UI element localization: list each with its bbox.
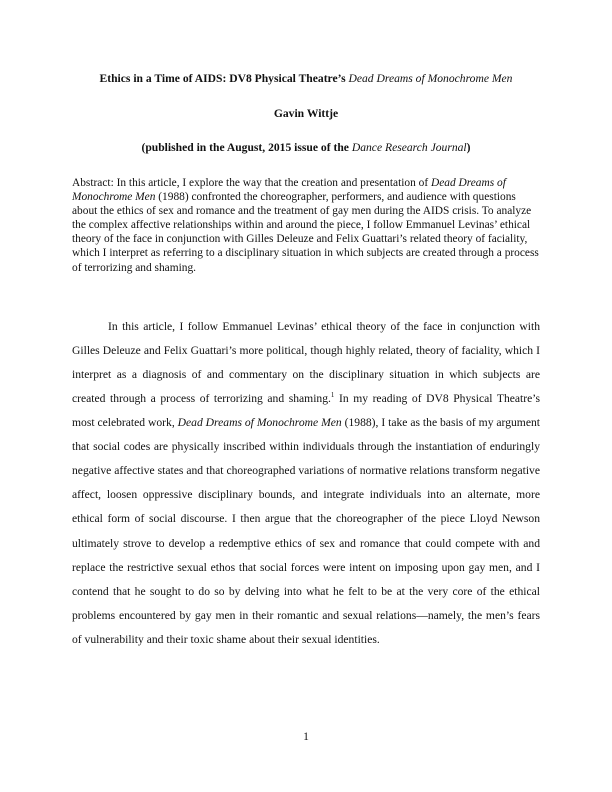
body-text-2: In my reading of DV8 Physical Theatre’s most celebrated work,: [72, 391, 540, 430]
body-text-3: (1988), I take as the basis of my argument that social codes are physically inscribed within individuals through the instantiation of enduringly negative affective states and that choreographed variations of normative relations transform negative affect, loosen oppressive disciplinary bounds, and integrate individuals into an alternate, more ethical form of social discourse. I then argue that the choreographer of the piece Lloyd Newson ultimately strove to develop a redemptive ethics of sex and romance that could compete with and replace the restrictive sexual ethos that social forces were intent on imposing upon gay men, and I contend that he sought to do so by delving into what he felt to be at the very core of the ethical problems encountered by gay men in their romantic and sexual relations—namely, the men’s fears of vulnerability and their toxic shame about their sexual identities.: [72, 416, 540, 646]
abstract-italic-work: Dead Dreams of Monochrome Men: [72, 177, 506, 204]
pubnote-suffix: ): [466, 141, 471, 154]
abstract-paragraph: [72, 176, 540, 275]
abstract-text-1: Abstract: In this article, I explore the way that the creation and presentation of: [72, 177, 431, 189]
title-italic-work: Dead Dreams of Monochrome Men: [348, 72, 513, 85]
author-name: Gavin Wittje: [273, 107, 339, 120]
body-italic-work: Dead Dreams of Monochrome Men: [177, 416, 342, 430]
title-text: Ethics in a Time of AIDS: DV8 Physical Theatre’s: [99, 72, 349, 85]
abstract-text-2: (1988) confronted the choreographer, performers, and audience with questions about the ethics of sex and romance and the treatment of gay men during the AIDS crisis. To analyze the complex affective relationships within and around the piece, I follow Emmanuel Levinas’ ethical theory of the face in conjunction with Gilles Deleuze and Felix Guattari’s related theory of faciality, which I interpret as referring to a disciplinary situation in which subjects are created through a process of terrorizing and shaming.: [72, 191, 539, 274]
body-text-1: In this article, I follow Emmanuel Levinas’ ethical theory of the face in conjunction with Gilles Deleuze and Felix Guattari’s more political, though highly related, theory of faciality, which I interpret as a diagnosis of and commentary on the disciplinary situation in which subjects are created through a process of terrorizing and shaming.: [72, 319, 540, 405]
publication-note: [72, 141, 540, 155]
page-number: 1: [303, 730, 309, 743]
body-paragraph: [72, 315, 540, 652]
pubnote-prefix: (published in the August, 2015 issue of the: [141, 141, 352, 154]
article-title: [72, 72, 540, 86]
journal-name: Dance Research Journal: [351, 141, 467, 154]
footnote-marker[interactable]: 1: [330, 391, 335, 400]
